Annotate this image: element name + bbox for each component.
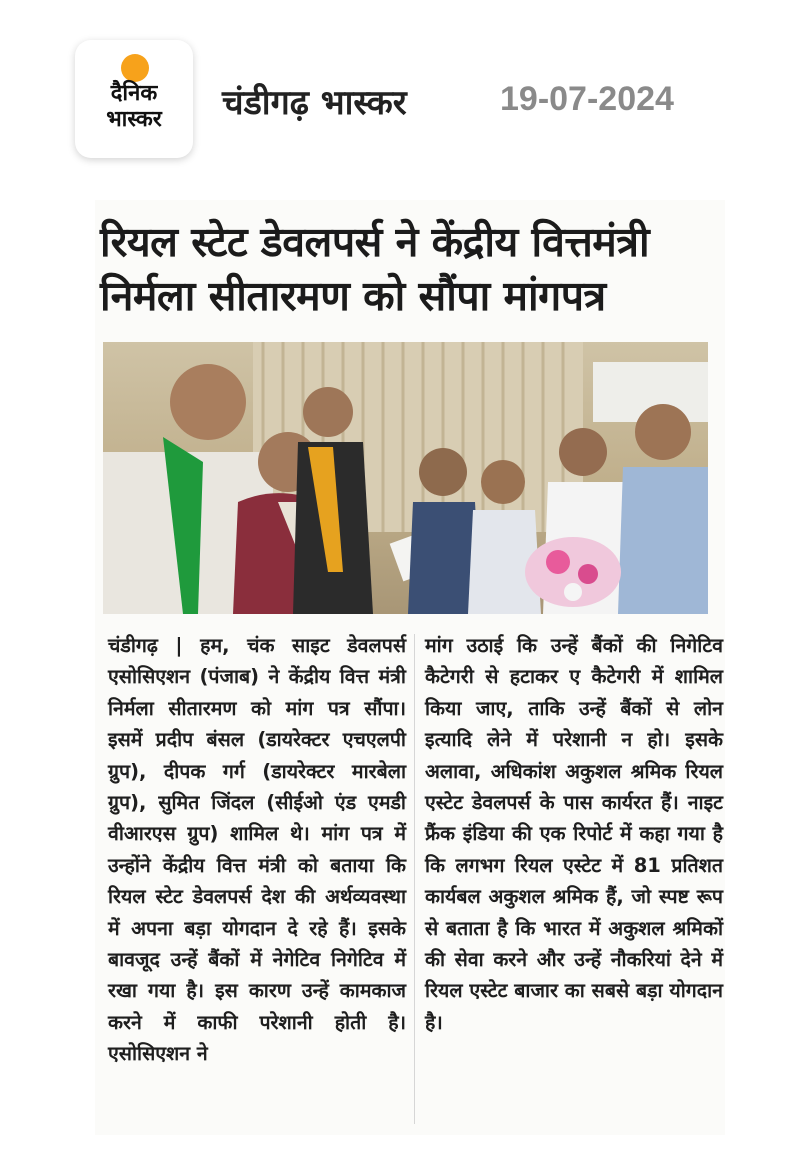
article-headline: रियल स्टेट डेवलपर्स ने केंद्रीय वित्तमंत्री निर्मला सीतारमण को सौंपा मांगपत्र	[100, 218, 650, 320]
column-divider	[414, 634, 415, 1124]
paper-date: 19-07-2024	[500, 80, 674, 118]
article-text-1: हम, चंक साइट डेवलपर्स एसोसिएशन (पंजाब) ने केंद्रीय वित्त मंत्री निर्मला सीतारमण को मांग पत्र सौंपा। इसमें प्रदीप बंसल (डायरेक्टर एचएलपी ग्रुप), दीपक गर्ग (डायरेक्टर मारबेला ग्रुप), सुमित जिंदल (सीईओ एंड एमडी वीआरएस ग्रुप) शामिल थे। मांग पत्र में उन्होंने केंद्रीय वित्त मंत्री को बताया कि रियल स्टेट डेवलपर्स देश की अर्थव्यवस्था में अपना बड़ा योगदान दे रहे हैं। इसके बावजूद उन्हें बैंकों में नेगेटिव निगेटिव में रखा गया है। इस कारण उन्हें कामकाज करने में काफी परेशानी होती है। एसोसिएशन ने	[108, 634, 407, 1066]
article-dateline: चंडीगढ़ |	[108, 634, 183, 657]
logo-text-line1: दैनिक	[110, 81, 158, 106]
dainik-bhaskar-logo[interactable]	[75, 40, 193, 158]
logo-text-line2: भास्कर	[106, 107, 162, 132]
app-header	[0, 0, 800, 175]
paper-edition-name: चंडीगढ़ भास्कर	[222, 83, 407, 123]
article-text-2: मांग उठाई कि उन्हें बैंकों की निगेटिव कैटेगरी से हटाकर ए कैटेगरी में शामिल किया जाए, ताकि उन्हें बैंकों से लोन इत्यादि लेने में परेशानी न हो। इसके अलावा, अधिकांश अकुशल श्रमिक रियल एस्टेट डेवलपर्स के पास कार्यरत हैं। नाइट फ्रैंक इंडिया की एक रिपोर्ट में कहा गया है कि लगभग रियल एस्टेट में 81 प्रतिशत कार्यबल अकुशल श्रमिक हैं, जो स्पष्ट रूप से बताता है कि भारत में अकुशल श्रमिकों की सेवा करने और उन्हें नौकरियां देने में रियल एस्टेट बाजार का सबसे बड़ा योगदान है।	[425, 634, 723, 1034]
article-photo	[103, 342, 708, 614]
article-body-column-2	[425, 630, 723, 1038]
group-photo-illustration	[103, 342, 708, 614]
article-body-column-1	[108, 630, 406, 1070]
sun-dot-icon	[121, 54, 149, 82]
